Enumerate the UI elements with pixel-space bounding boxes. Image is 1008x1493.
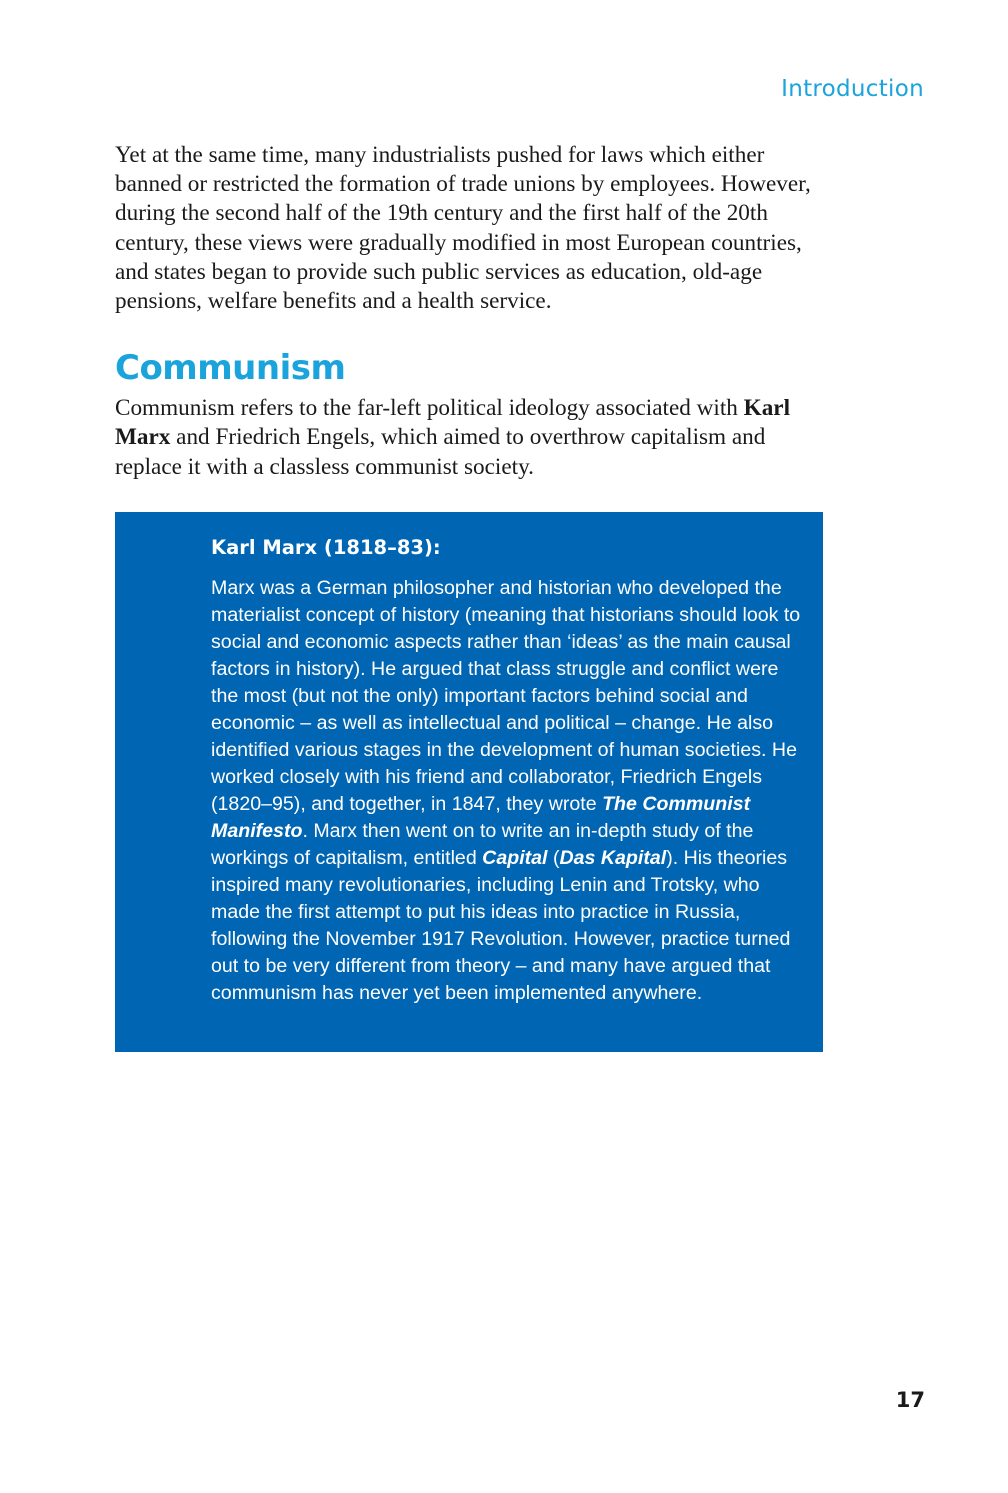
work-title-manifesto: The Communist Manifesto bbox=[211, 793, 751, 842]
bio-text-part: Marx was a German philosopher and historian who developed the materialist concept of history (meaning that historians should look to social and economic aspects rather than ‘ideas’ as the main causal factors in history). He argued that class struggle and conflict were the most (but not the only) important factors behind social and economic – as well as intellectual and political – change. He also identified various stages in the development of human societies. He worked closely with his friend and collaborator, Friedrich Engels (1820–95), and together, in 1847, they wrote bbox=[211, 577, 801, 815]
running-head: Introduction bbox=[781, 76, 924, 102]
biography-box bbox=[115, 512, 823, 1052]
section-paragraph-end: and Friedrich Engels, which aimed to overthrow capitalism and replace it with a classless communist society. bbox=[115, 424, 766, 480]
key-term-karl-marx: Karl Marx bbox=[115, 395, 791, 451]
biography-text bbox=[211, 575, 801, 1007]
bio-text-part: ( bbox=[547, 847, 560, 869]
bio-text-part: . Marx then went on to write an in-depth study of the workings of capitalism, entitled bbox=[211, 820, 754, 869]
section-paragraph bbox=[115, 394, 835, 482]
section-paragraph-start: Communism refers to the far-left political ideology associated with bbox=[115, 395, 744, 422]
section-heading: Communism bbox=[115, 348, 346, 389]
work-title-das-kapital: Das Kapital bbox=[559, 847, 667, 869]
main-content bbox=[115, 141, 835, 482]
bio-text-part: ). His theories inspired many revolutionaries, including Lenin and Trotsky, who made the first attempt to put his ideas into practice in Russia, following the November 1917 Revolution. However, practice turned out to be very different from theory – and many have argued that communism has never yet been implemented anywhere. bbox=[211, 847, 791, 1004]
page-number: 17 bbox=[895, 1388, 925, 1412]
intro-paragraph: Yet at the same time, many industrialists pushed for laws which either banned or restricted the formation of trade unions by employees. However, during the second half of the 19th century and the first half of the 20th century, these views were gradually modified in most European countries, and states began to provide such public services as education, old-age pensions, welfare benefits and a health service. bbox=[115, 142, 811, 315]
biography-content bbox=[211, 536, 801, 1007]
biography-title: Karl Marx (1818–83): bbox=[211, 536, 441, 559]
work-title-capital: Capital bbox=[482, 847, 548, 869]
